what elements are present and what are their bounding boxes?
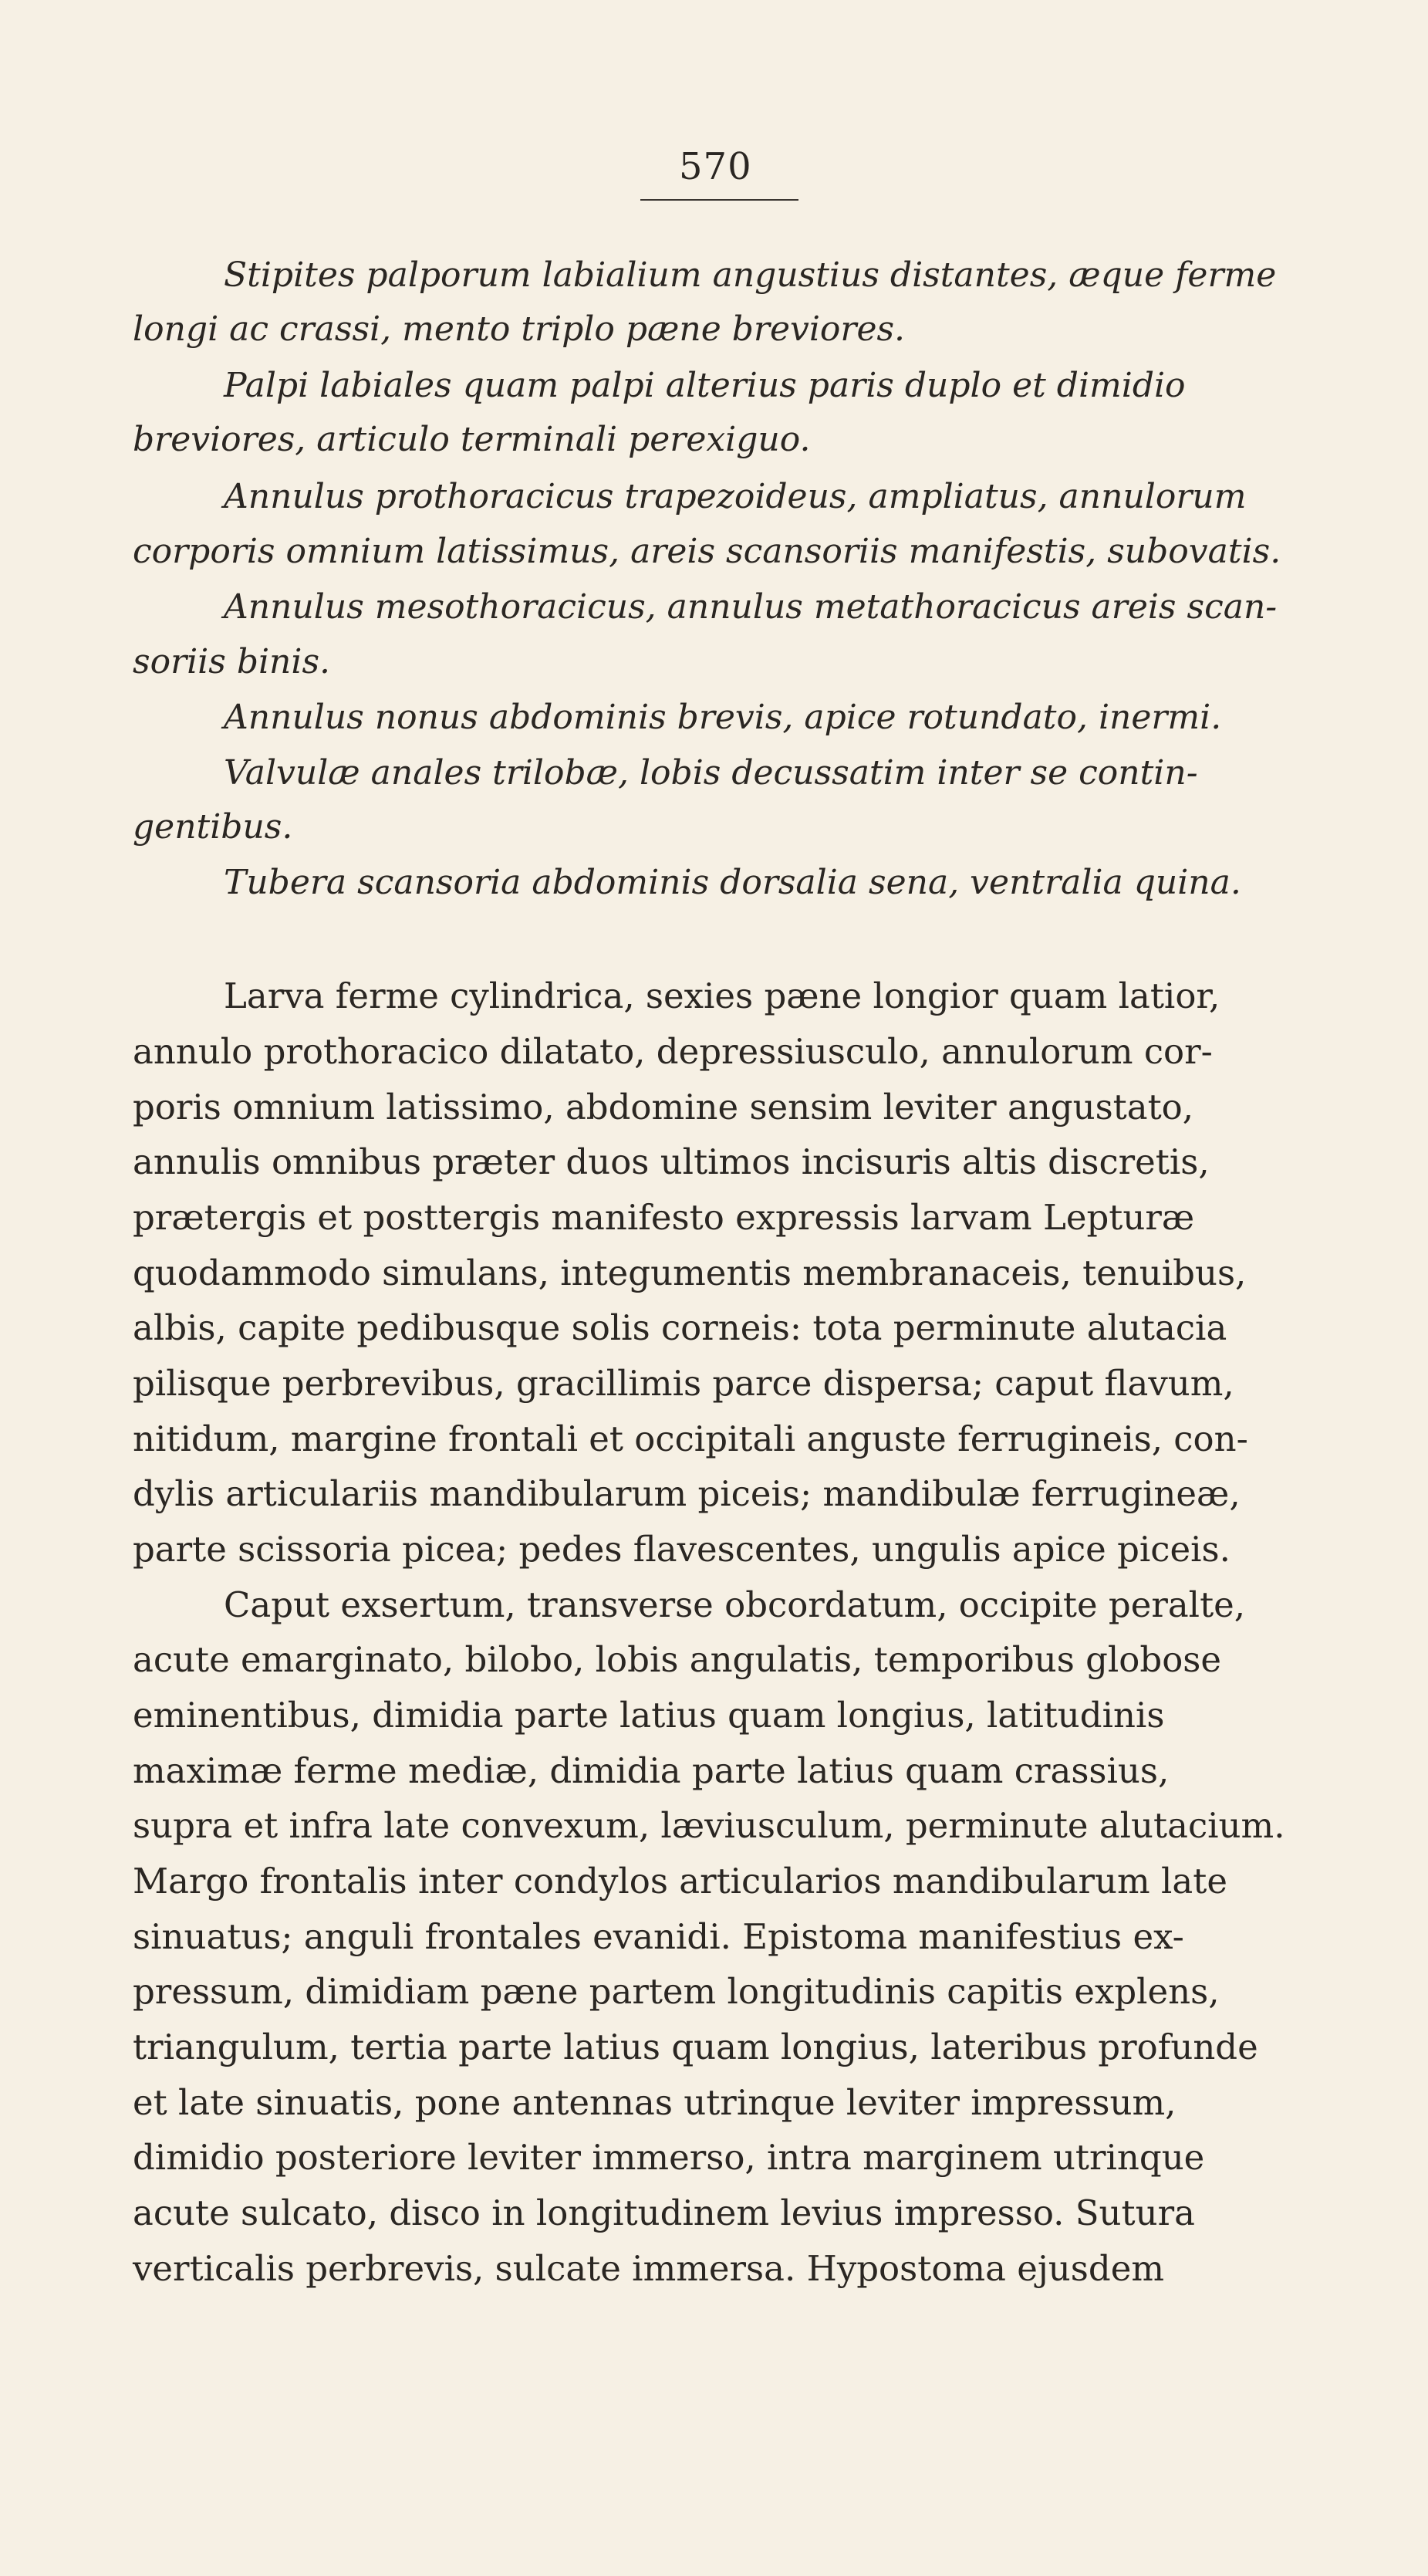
description-line: prætergis et posttergis manifesto expressis larvam Lepturæ xyxy=(133,1197,1195,1238)
diagnosis-line: Annulus mesothoracicus, annulus metathoracicus areis scan- xyxy=(224,587,1278,627)
diagnosis-line: Annulus nonus abdominis brevis, apice rotundato, inermi. xyxy=(224,698,1222,737)
description-line: pilisque perbrevibus, gracillimis parce dispersa; caput flavum, xyxy=(133,1363,1234,1404)
description-line: Caput exsertum, transverse obcordatum, occipite peralte, xyxy=(224,1584,1246,1625)
diagnosis-line: Valvulæ anales trilobæ, lobis decussatim inter se contin- xyxy=(224,753,1198,793)
page-number-rule xyxy=(640,199,798,201)
description-line: Larva ferme cylindrica, sexies pæne longior quam latior, xyxy=(224,975,1220,1016)
description-line: poris omnium latissimo, abdomine sensim leviter angustato, xyxy=(133,1087,1194,1127)
description-line: et late sinuatis, pone antennas utrinque leviter impressum, xyxy=(133,2082,1176,2123)
description-line: annulo prothoracico dilatato, depressiusculo, annulorum cor- xyxy=(133,1031,1213,1072)
description-line: dimidio posteriore leviter immerso, intra marginem utrinque xyxy=(133,2137,1205,2178)
diagnosis-line: Stipites palporum labialium angustius distantes, æque ferme xyxy=(224,255,1277,295)
description-line: maximæ ferme mediæ, dimidia parte latius quam crassius, xyxy=(133,1750,1170,1791)
description-line: verticalis perbrevis, sulcate immersa. Hypostoma ejusdem xyxy=(133,2248,1164,2289)
diagnosis-line: breviores, articulo terminali perexiguo. xyxy=(133,420,811,459)
description-line: acute emarginato, bilobo, lobis angulatis, temporibus globose xyxy=(133,1639,1222,1680)
description-line: pressum, dimidiam pæne partem longitudinis capitis explens, xyxy=(133,1971,1220,2012)
page-number: 570 xyxy=(679,145,752,188)
description-line: supra et infra late convexum, læviusculum, perminute alutacium. xyxy=(133,1805,1285,1846)
diagnosis-line: Palpi labiales quam palpi alterius paris duplo et dimidio xyxy=(224,366,1186,405)
description-line: nitidum, margine frontali et occipitali anguste ferrugineis, con- xyxy=(133,1418,1248,1459)
diagnosis-line: longi ac crassi, mento triplo pæne breviores. xyxy=(133,309,906,349)
diagnosis-line: soriis binis. xyxy=(133,642,331,681)
description-line: dylis articulariis mandibularum piceis; mandibulæ ferrugineæ, xyxy=(133,1473,1241,1514)
description-line: sinuatus; anguli frontales evanidi. Epistoma manifestius ex- xyxy=(133,1916,1184,1957)
description-line: eminentibus, dimidia parte latius quam longius, latitudinis xyxy=(133,1695,1165,1736)
description-line: annulis omnibus præter duos ultimos incisuris altis discretis, xyxy=(133,1141,1210,1182)
diagnosis-line: corporis omnium latissimus, areis scansoriis manifestis, subovatis. xyxy=(133,532,1281,571)
description-line: albis, capite pedibusque solis corneis: tota perminute alutacia xyxy=(133,1307,1227,1348)
description-line: triangulum, tertia parte latius quam longius, lateribus profunde xyxy=(133,2027,1258,2067)
diagnosis-line: gentibus. xyxy=(133,807,293,847)
description-line: acute sulcato, disco in longitudinem levius impresso. Sutura xyxy=(133,2192,1195,2233)
description-line: quodammodo simulans, integumentis membranaceis, tenuibus, xyxy=(133,1253,1247,1293)
diagnosis-line: Tubera scansoria abdominis dorsalia sena, ventralia quina. xyxy=(224,863,1241,902)
description-line: Margo frontalis inter condylos articularios mandibularum late xyxy=(133,1861,1227,1902)
description-line: parte scissoria picea; pedes flavescentes, ungulis apice piceis. xyxy=(133,1529,1231,1570)
diagnosis-line: Annulus prothoracicus trapezoideus, ampliatus, annulorum xyxy=(224,477,1247,516)
